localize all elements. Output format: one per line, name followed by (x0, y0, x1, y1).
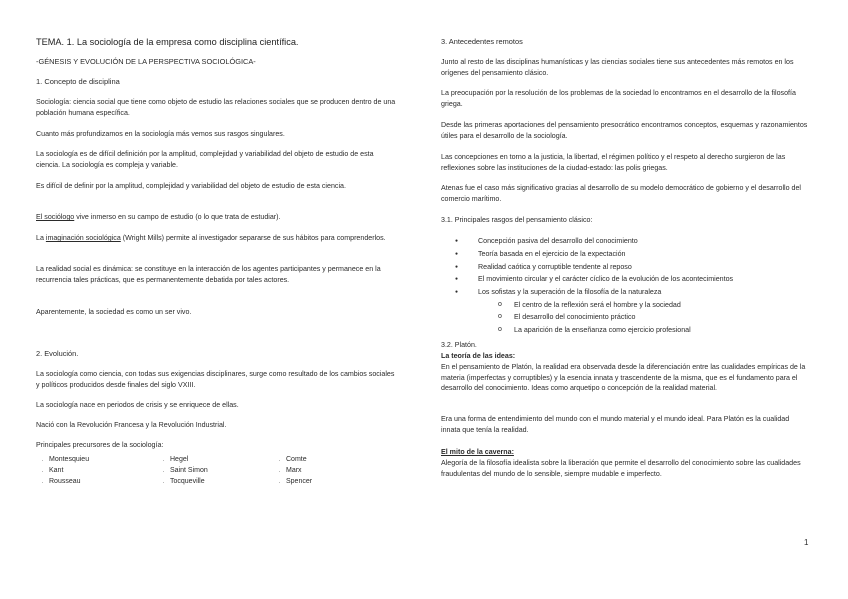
paragraph: Cuanto más profundizamos en la sociología más vemos sus rasgos singulares. (36, 130, 285, 138)
bullet-list (441, 235, 813, 336)
list-item: Saint Simon (170, 467, 208, 474)
list-item: Kant (49, 467, 64, 474)
paragraph: Es difícil de definir por la amplitud, complejidad y variabilidad del objeto de estudio de esta ciencia. (36, 182, 346, 190)
paragraph: Atenas fue el caso más significativo gracias al desarrollo de su modelo democrático de gobierno y el desarrollo del comercio marítimo. (441, 184, 802, 203)
list-item: Tocqueville (170, 478, 205, 485)
paragraph: La sociología nace en periodos de crisis y se enriquece de ellas. (36, 401, 239, 409)
caverna-heading: El mito de la caverna: (441, 448, 514, 456)
list-item: ● El movimiento circular y el carácter cíclico de la evolución de los acontecimientos (441, 273, 813, 286)
precursors-list (36, 455, 398, 491)
paragraph-text: vive inmerso en su campo de estudio (o lo que trata de estudiar). (74, 213, 281, 221)
sub-list-item: o El desarrollo del conocimiento práctico (441, 311, 813, 323)
paragraph-text: La (36, 234, 46, 242)
underlined-term: El sociólogo (36, 213, 75, 221)
ideas-heading: La teoría de las ideas: (441, 352, 516, 360)
list-item: ● Teoría basada en el ejercicio de la expectación (441, 248, 813, 261)
list-item: ● Realidad caótica y corruptible tendente al reposo (441, 261, 813, 274)
paragraph: La preocupación por la resolución de los problemas de la sociedad lo encontramos en el desarrollo de la filosofía griega. (441, 89, 796, 108)
paragraph: Sociología: ciencia social que tiene como objeto de estudio las relaciones sociales que se producen dentro de una población humana específica. (36, 98, 396, 117)
list-item: ● Los sofistas y la superación de la filosofía de la naturaleza (441, 286, 813, 299)
paragraph: Las concepciones en torno a la justicia, la libertad, el régimen político y el respeto al derecho surgieron de las reflexiones sobre las instituciones de la ciudad-estado: las polis griegas. (441, 153, 786, 172)
paragraph (36, 212, 398, 223)
paragraph: La sociología es de difícil definición por la amplitud, complejidad y variabilidad del objeto de estudio de esta ciencia. La sociología es compleja y variable. (36, 150, 374, 169)
section-3-2-heading: 3.2. Platón. (441, 341, 477, 349)
list-item: ● Concepción pasiva del desarrollo del conocimiento (441, 235, 813, 248)
paragraph (36, 233, 398, 244)
paragraph: Aparentemente, la sociedad es como un ser vivo. (36, 308, 192, 316)
list-item: Hegel (170, 456, 189, 463)
paragraph: Principales precursores de la sociología: (36, 441, 164, 449)
sub-list-item: o La aparición de la enseñanza como ejercicio profesional (441, 324, 813, 336)
section-3-1-heading: 3.1. Principales rasgos del pensamiento clásico: (441, 216, 593, 224)
list-item: Montesquieu (49, 456, 90, 463)
page-number: 1 (804, 538, 809, 547)
paragraph: Desde las primeras aportaciones del pensamiento presocrático encontramos conceptos, esquemas y razonamientos útiles para el desarrollo de la sociología. (441, 121, 808, 140)
subtitle: -GÉNESIS Y EVOLUCIÓN DE LA PERSPECTIVA SOCIOLÓGICA- (36, 57, 256, 66)
underlined-term: imaginación sociológica (45, 234, 121, 242)
section-1-heading: 1. Concepto de disciplina (36, 77, 120, 86)
paragraph: Era una forma de entendimiento del mundo con el mundo material y el mundo ideal. Para Platón es la cualidad innata que tenía la realidad. (441, 415, 790, 434)
page-title: TEMA. 1. La sociología de la empresa como disciplina científica. (36, 37, 299, 47)
paragraph-text: (Wright Mills) permite al investigador separarse de sus hábitos para comprenderlos. (120, 234, 386, 242)
list-item: Rousseau (49, 478, 81, 485)
section-2-heading: 2. Evolución. (36, 349, 79, 358)
section-3-heading: 3. Antecedentes remotos (441, 37, 523, 46)
paragraph: Nació con la Revolución Francesa y la Revolución Industrial. (36, 421, 227, 429)
list-item: Spencer (286, 478, 313, 485)
paragraph: Alegoría de la filosofía idealista sobre la liberación que permite el desarrollo del conocimiento sobre las cualidades fraudulentas del mundo de lo sensible, siempre mudable e imperfecto. (441, 459, 801, 478)
sub-list-item: o El centro de la reflexión será el hombre y la sociedad (441, 299, 813, 311)
paragraph: La realidad social es dinámica: se constituye en la interacción de los agentes participantes y permanece en la recurrencia tales prácticas, que es permanentemente debatida por tales actores. (36, 265, 381, 284)
paragraph: Junto al resto de las disciplinas humanísticas y las ciencias sociales tiene sus antecedentes más remotos en los orígenes del pensamiento clásico. (441, 58, 794, 77)
list-item: Comte (286, 456, 307, 463)
paragraph: La sociología como ciencia, con todas sus exigencias disciplinares, surge como resultado de los cambios sociales y políticos producidos desde finales del siglo VXIII. (36, 370, 395, 389)
paragraph: En el pensamiento de Platón, la realidad era observada desde la diferenciación entre las cualidades empíricas de la materia (imperfectas y corruptibles) y la esencia innata y trascendente de la misma, que es el fundamento para el desarrollo del conocimiento. Ideas como arquetipo o concepción de la realidad material. (441, 363, 806, 393)
list-item: Marx (286, 467, 302, 474)
